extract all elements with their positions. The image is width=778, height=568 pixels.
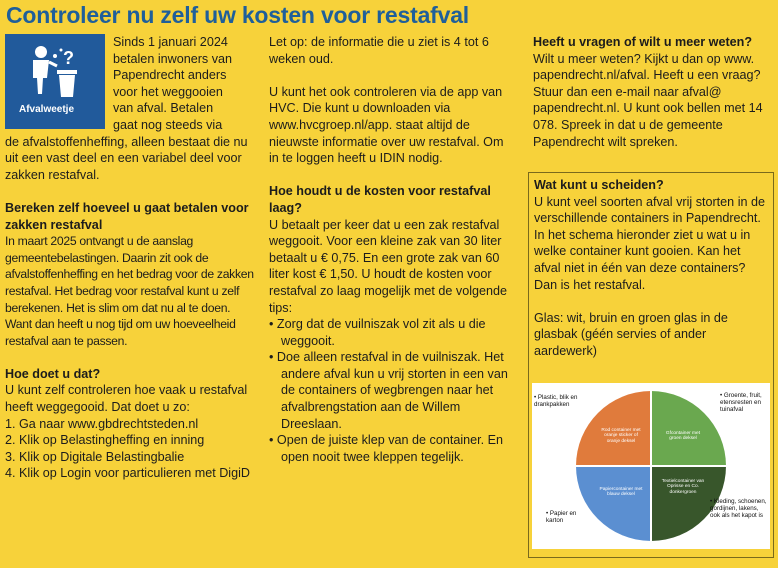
svg-text:?: ?	[63, 48, 74, 68]
section-heading-kosten: Hoe houdt u de kosten voor restafval laag?	[269, 184, 491, 215]
quadrant-blue	[576, 466, 651, 541]
page-title: Controleer nu zelf uw kosten voor restafval	[6, 2, 470, 28]
section-heading-scheiden: Wat kunt u scheiden?	[534, 178, 664, 192]
section-heading-vragen: Heeft u vragen of wilt u meer weten?	[533, 35, 753, 49]
category-plastic: • Plastic, blik en drankpakken	[534, 394, 578, 408]
section-body-hoe: U kunt zelf controleren hoe vaak u restafval heeft weggegooid. Dat doet u zo:	[5, 383, 248, 415]
column-2	[269, 34, 514, 465]
intro-line: voor het weggooien	[113, 84, 223, 99]
section-body-bereken: In maart 2025 ontvangt u de aanslag gemeentebelastingen. Daarin zit ook de afvalstoffenheffing en het bedrag voor de zakken restafval. Het bedrag voor restafval kunt u zelf berekenen. Het is slim om dat nu al te doen. Want dan heeft u nog tijd om uw hoeveelheid restafval aan te passen.	[5, 234, 254, 348]
tips-list	[269, 316, 514, 465]
logo-label: Afvalweetje	[19, 104, 75, 116]
quadrant-label-blue: Papiercontainer met blauw deksel	[599, 487, 643, 498]
steps-list	[5, 416, 257, 482]
intro-line: betalen inwoners van	[113, 51, 233, 66]
intro-continued: de afvalstoffenheffing, alleen bestaat die nu uit een vast deel en een variabel deel voor zakken restafval.	[5, 134, 248, 182]
app-paragraph: U kunt het ook controleren via de app van HVC. Die kunt u downloaden via www.hvcgroep.nl/app. staat altijd de nieuwste informatie over uw restafval. Om in te loggen heeft u IDIN nodig.	[269, 84, 504, 166]
quadrant-label-green: Gfcontainer met groen deksel	[665, 431, 701, 442]
section-body-vragen: Wilt u meer weten? Kijkt u dan op www. papendrecht.nl/afval. Heeft u een vraag? Stuur dan een e-mail naar afval@ papendrecht.nl. U kunt ook bellen met 14 078. Spreek in dat u de gemeente Papendrecht wilt spreken.	[533, 51, 763, 149]
intro-line: gaat nog steeds via	[113, 117, 223, 132]
quadrant-label-darkgreen: Textielcontainer van Oprisse en Co. donkergroen	[661, 479, 705, 495]
list-item: • Open de juiste klep van de container. En open nooit twee kleppen tegelijk.	[269, 432, 514, 465]
list-item: 2. Klik op Belastingheffing en inning	[5, 433, 205, 448]
quadrant-green	[651, 391, 726, 466]
list-item: • Zorg dat de vuilniszak vol zit als u die weggooit.	[269, 316, 514, 349]
list-item: • Doe alleen restafval in de vuilniszak. Het andere afval kun u vrij storten in een van de containers of wegbrengen naar het afvalbrengstation aan de Willem Dreeslaan.	[269, 349, 514, 432]
column-1	[5, 34, 257, 482]
category-gft: • Groente, fruit, etensresten en tuinafval	[720, 392, 762, 413]
list-item: 4. Klik op Login voor particulieren met DigiD	[5, 466, 250, 481]
intro-line: Papendrecht anders	[113, 68, 227, 83]
intro-line: Sinds 1 januari 2024	[113, 35, 228, 49]
glass-paragraph: Glas: wit, bruin en groen glas in de glasbak (géén servies of ander aardewerk)	[534, 310, 728, 358]
quadrant-label-orange: Rod container met oranje sticker of oranje deksel	[601, 428, 641, 444]
waste-bin-question-icon	[27, 44, 83, 102]
section-heading-hoe: Hoe doet u dat?	[5, 366, 101, 381]
category-textile: • Kleding, schoenen, gordijnen, lakens, ook als het kapot is	[710, 498, 767, 519]
list-item: 3. Klik op Digitale Belastingbalie	[5, 449, 185, 464]
list-item: 1. Ga naar www.gbdrechtsteden.nl	[5, 416, 199, 431]
section-heading-bereken: Bereken zelf hoeveel u gaat betalen voor zakken restafval	[5, 200, 249, 232]
section-body-kosten: U betaalt per keer dat u een zak restafval weggooit. Voor een kleine zak van 30 liter betaalt u € 0,75. En een grote zak van 60 liter kost € 1,50. U houdt de kosten voor restafval zo laag mogelijk met de volgende tips:	[269, 217, 508, 315]
intro-line: van afval. Betalen	[113, 101, 214, 116]
note-paragraph: Let op: de informatie die u ziet is 4 tot 6 weken oud.	[269, 35, 489, 66]
container-diagram	[532, 383, 770, 549]
afvalweetje-logo	[5, 34, 105, 129]
category-paper: • Papier en karton	[546, 510, 577, 524]
section-body-scheiden: U kunt veel soorten afval vrij storten in de verschillende containers in Papendrecht. In het schema hieronder ziet u wat u in welke container kunt gooien. Kan het afval niet in één van deze containers? Dan is het restafval.	[534, 194, 765, 292]
column-3	[533, 34, 773, 150]
